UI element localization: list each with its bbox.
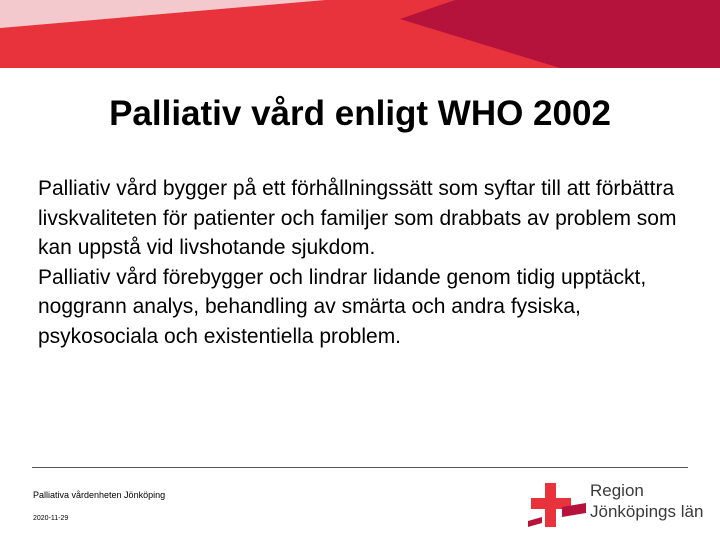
slide-title: Palliativ vård enligt WHO 2002 bbox=[109, 94, 611, 133]
region-cross-icon bbox=[528, 483, 586, 527]
logo-text-region: Region bbox=[590, 481, 644, 500]
slide-body bbox=[38, 174, 688, 351]
body-paragraph-1: Palliativ vård bygger på ett förhållningssätt som syftar till att förbättra livskvaliteten för patienter och familjer som drabbats av problem som kan uppstå vid livshotande sjukdom. bbox=[38, 177, 677, 259]
footer-divider bbox=[32, 467, 688, 468]
header-band bbox=[0, 0, 720, 68]
logo-text-county: Jönköpings län bbox=[590, 502, 704, 521]
footer-organization: Palliativa vårdenheten Jönköping bbox=[33, 490, 166, 500]
footer-date: 2020-11-29 bbox=[33, 515, 69, 522]
body-paragraph-2: Palliativ vård förebygger och lindrar lidande genom tidig upptäckt, noggrann analys, behandling av smärta och andra fysiska, psykosociala och existentiella problem. bbox=[38, 265, 647, 348]
region-logo bbox=[528, 479, 704, 529]
header-decoration bbox=[0, 0, 720, 68]
